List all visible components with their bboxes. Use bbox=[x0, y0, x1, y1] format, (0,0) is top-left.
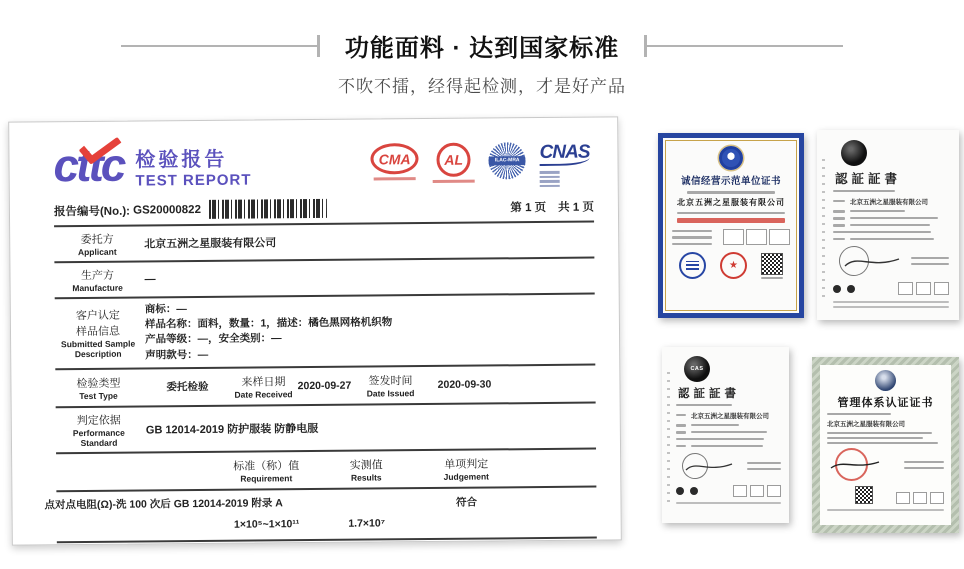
signature-icon bbox=[684, 460, 734, 474]
mark-dots bbox=[676, 487, 698, 495]
row-sample: 客户认定 样品信息 Submitted Sample Description 商标：— 样品名称：面料，数量：1，描述：橘色黑网格机织物 产品等级：—，安全类别：— 声明款号：— bbox=[55, 295, 596, 371]
certificate-company: 北京五洲之星服装有限公司 bbox=[691, 412, 769, 420]
qr-code bbox=[855, 486, 873, 504]
test-report-document bbox=[8, 116, 622, 545]
checkmark-icon bbox=[79, 138, 121, 164]
page-indicator: 第 1 页 共 1 页 bbox=[510, 201, 594, 214]
certificate-emblem-icon bbox=[875, 370, 896, 391]
result-row bbox=[44, 487, 596, 543]
certificate-title: 管理体系认证证书 bbox=[837, 397, 934, 409]
cttc-logo-text: cttc bbox=[53, 139, 124, 192]
report-title-cn: 检验报告 bbox=[135, 148, 228, 172]
manufacture-value: — bbox=[144, 273, 156, 286]
ilac-mra-mark-icon: ILAC-MRA bbox=[489, 142, 526, 179]
title-divider-left bbox=[121, 45, 319, 47]
result-judgement: 符合 bbox=[455, 496, 478, 509]
row-manufacture: 生产方 Manufacture — bbox=[54, 259, 594, 300]
sample-description: 商标：— 样品名称：面料，数量：1，描述：橘色黑网格机织物 产品等级：—，安全类别：— 声明款号：— bbox=[144, 303, 393, 362]
cas-seal-icon: CAS bbox=[684, 356, 710, 382]
cal-mark-icon: AL bbox=[433, 143, 475, 183]
report-number: GS20000822 bbox=[133, 203, 202, 217]
red-stamp-icon: ★ bbox=[720, 252, 747, 279]
barcode bbox=[209, 199, 327, 219]
certificate-company: 北京五洲之星服装有限公司 bbox=[850, 198, 928, 206]
signature-icon bbox=[829, 458, 881, 472]
page-title: 功能面料 · 达到国家标准 bbox=[344, 35, 620, 62]
qr-code bbox=[761, 253, 783, 275]
black-seal-icon bbox=[841, 140, 867, 166]
highlight-text-line bbox=[677, 218, 786, 223]
page-subtitle: 不吹不擂，经得起检测，才是好产品 bbox=[338, 77, 626, 96]
results-header-row: 标准（称）值 Requirement 实测值 Results 单项判定 Judgement bbox=[56, 449, 596, 492]
certificate-title: 認証証書 bbox=[835, 172, 902, 186]
cttc-logo bbox=[53, 139, 124, 192]
section-header bbox=[0, 28, 964, 63]
row-test-type-dates: 检验类型 Test Type 委托检验 来样日期 Date Received 2020-09-27 签发时间 Date Issued 2020-09-30 bbox=[55, 365, 595, 408]
applicant-value: 北京五洲之星服装有限公司 bbox=[144, 237, 277, 251]
certificate-title: 诚信经营示范单位证书 bbox=[680, 176, 781, 187]
date-issued-value: 2020-09-30 bbox=[437, 378, 492, 391]
certificate-title: 認証証書 bbox=[678, 388, 740, 400]
mark-dots bbox=[833, 285, 855, 293]
row-applicant: 委托方 Applicant 北京五洲之星服装有限公司 bbox=[54, 223, 594, 264]
test-type-value: 委托检验 bbox=[166, 381, 209, 394]
cnas-mark-icon: CNAS bbox=[540, 142, 590, 187]
report-table bbox=[44, 223, 597, 544]
result-measured: 1.7×10⁷ bbox=[348, 517, 386, 530]
certificate-certification-1 bbox=[817, 130, 959, 320]
title-divider-right bbox=[645, 45, 843, 47]
row-standard: 判定依据 Performance Standard GB 12014-2019 防护服装 防静电服 bbox=[56, 403, 596, 454]
result-requirement: 1×10⁵~1×10¹¹ bbox=[233, 518, 300, 531]
cttc-brand bbox=[53, 141, 251, 191]
report-title-en: TEST REPORT bbox=[135, 171, 252, 190]
certificate-honesty bbox=[658, 133, 804, 318]
certificate-emblem-icon bbox=[719, 146, 743, 170]
cma-mark-icon: CMA bbox=[371, 143, 419, 180]
report-header bbox=[9, 117, 618, 191]
standard-value: GB 12014-2019 防护服装 防静电服 bbox=[145, 422, 319, 437]
certificate-certification-2 bbox=[662, 347, 789, 523]
signature-icon bbox=[843, 254, 901, 270]
result-item: 点对点电阻(Ω)-洗 100 次后 GB 12014-2019 附录 A bbox=[44, 497, 283, 512]
certificate-management-system bbox=[812, 357, 959, 533]
report-title-block bbox=[135, 141, 251, 190]
certificate-company: 北京五洲之星服装有限公司 bbox=[677, 197, 785, 207]
certificate-company: 北京五洲之星服装有限公司 bbox=[827, 421, 905, 428]
accreditation-marks bbox=[371, 142, 590, 189]
blue-stamp-icon bbox=[679, 252, 706, 279]
date-received-value: 2020-09-27 bbox=[297, 379, 352, 393]
report-number-label: 报告编号(No.): bbox=[53, 205, 131, 218]
